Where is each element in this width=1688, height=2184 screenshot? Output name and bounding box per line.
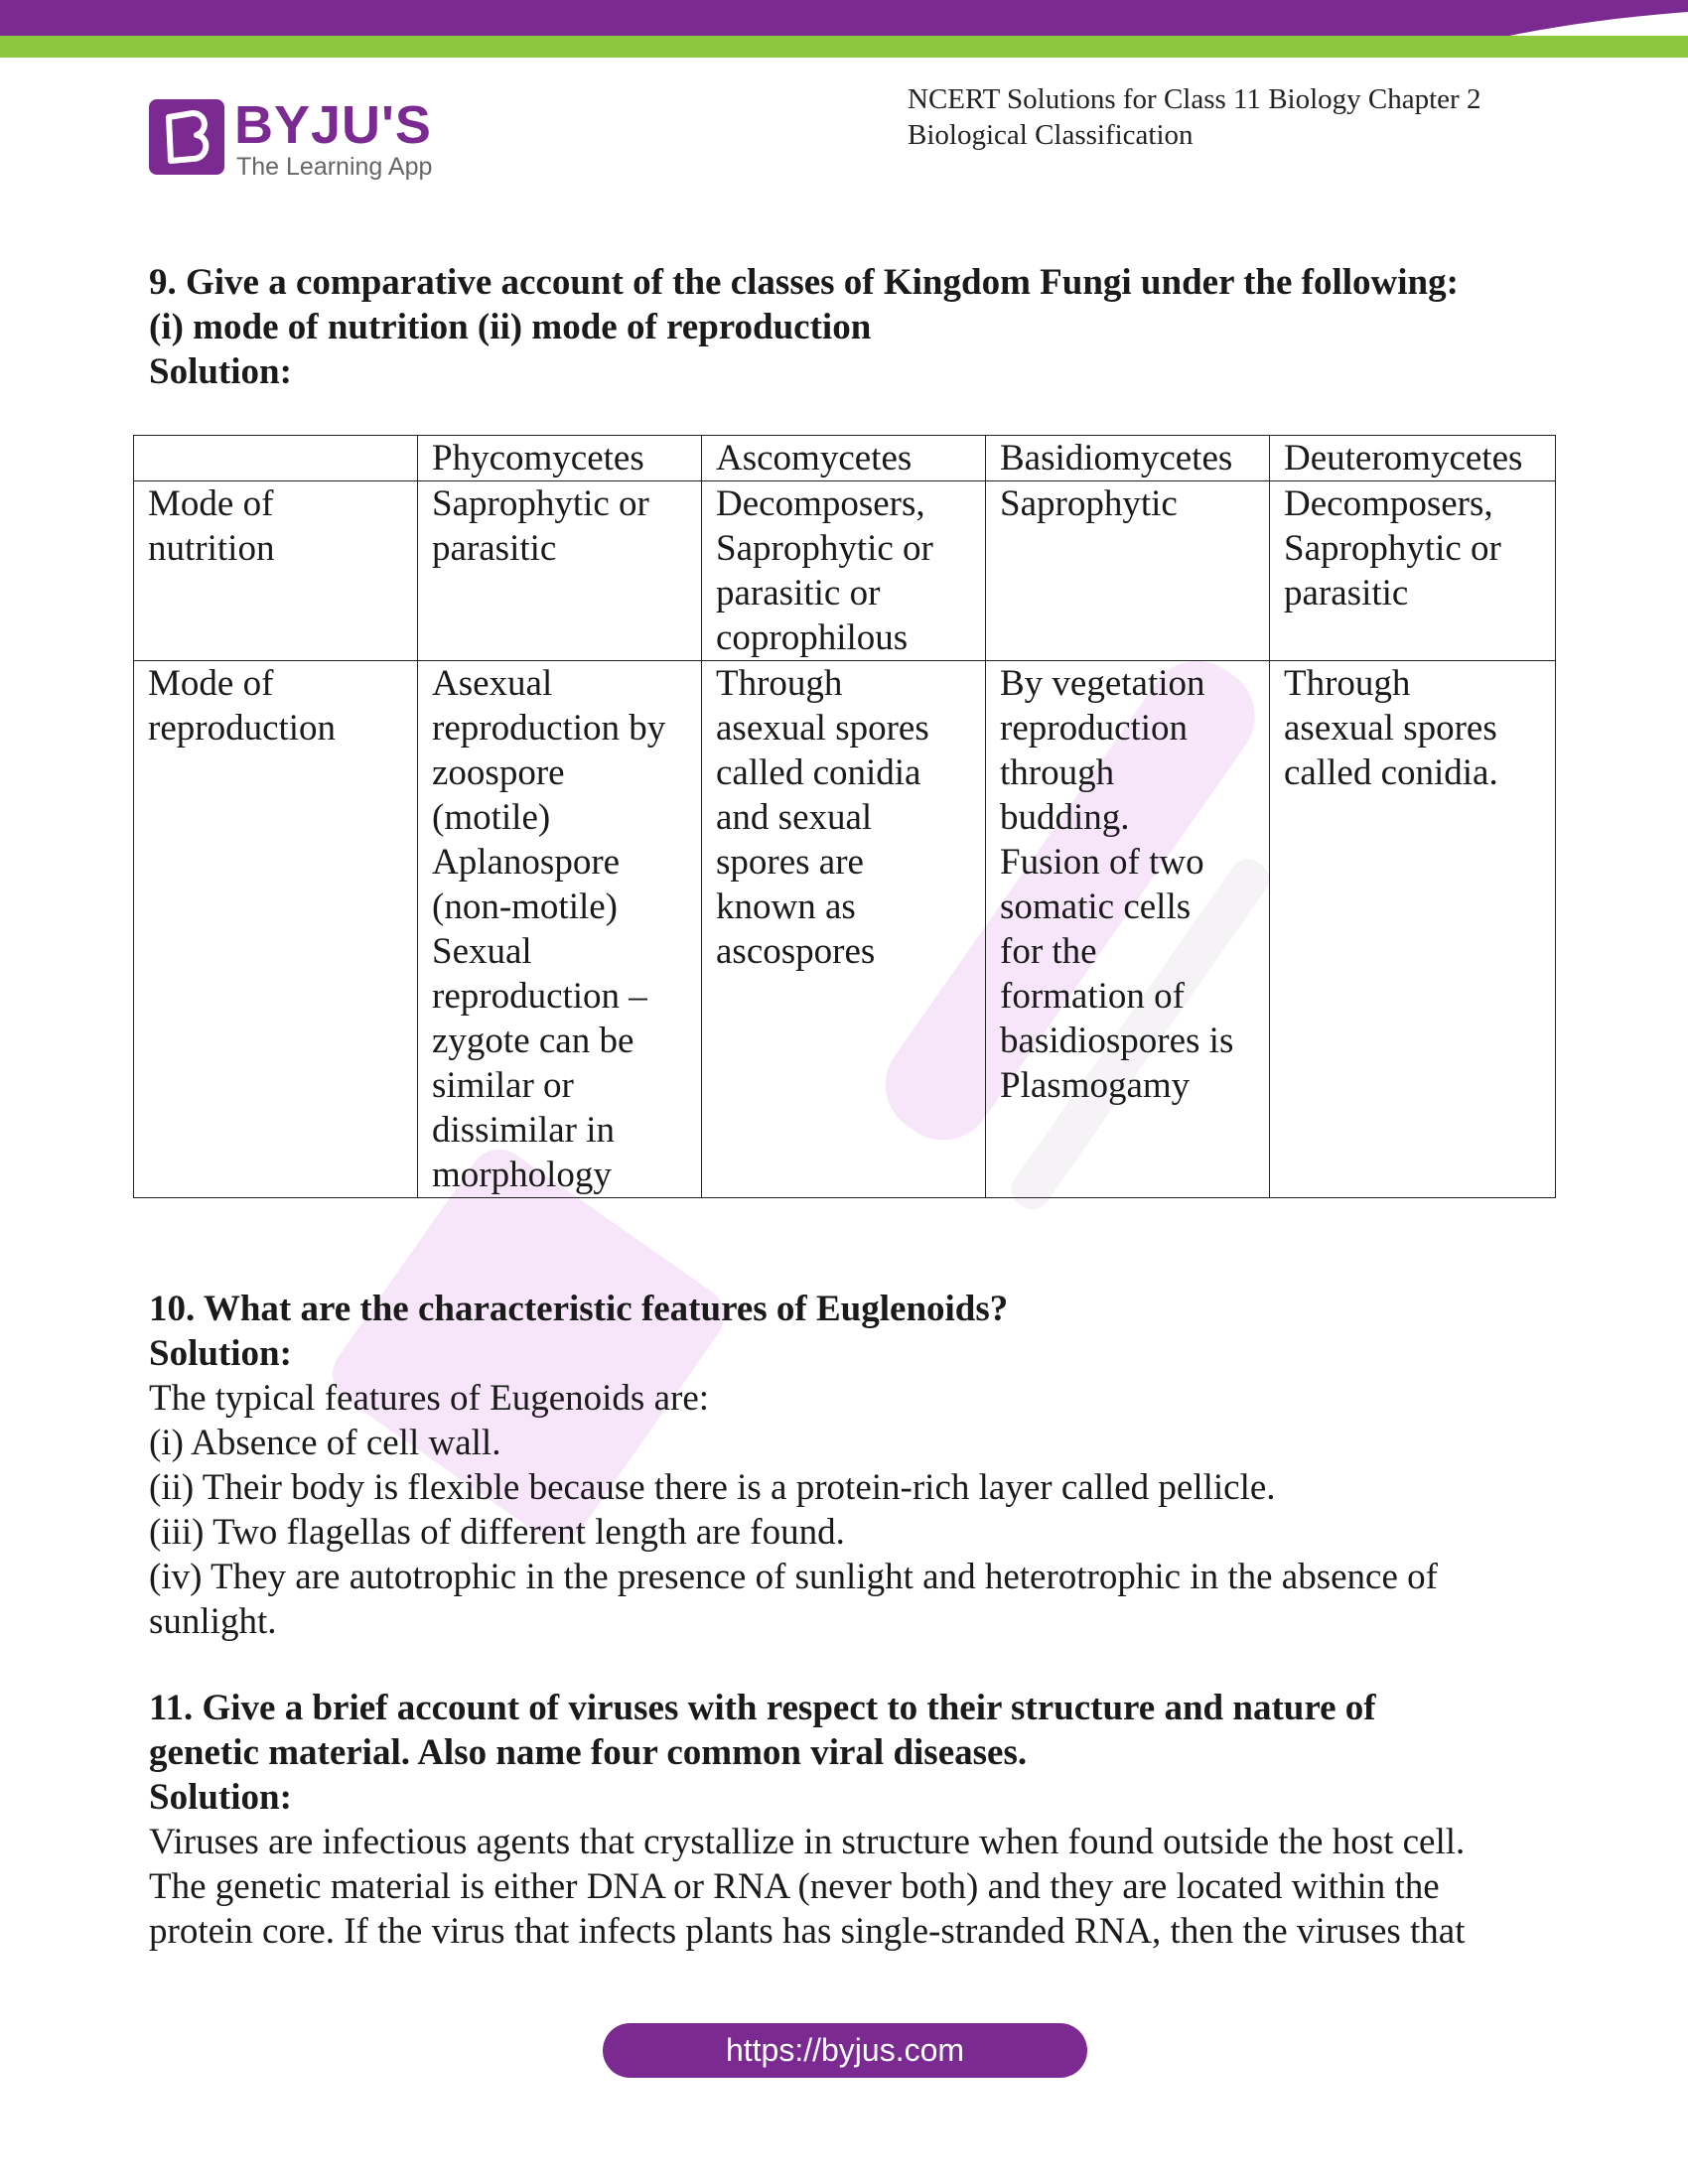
document-title-line1: NCERT Solutions for Class 11 Biology Chapter 2 bbox=[908, 83, 1481, 115]
table-header-row bbox=[134, 436, 1556, 481]
cell-line: By vegetation bbox=[1000, 663, 1205, 704]
byjus-logo bbox=[149, 95, 447, 185]
cell-line: Decomposers, bbox=[716, 483, 925, 524]
cell-line: reproduction bbox=[148, 708, 337, 749]
document-title bbox=[908, 81, 1543, 153]
list-item: (iv) They are autotrophic in the presence of sunlight and heterotrophic in the absence of bbox=[149, 1557, 1438, 1597]
cell-line: Saprophytic bbox=[1000, 483, 1178, 524]
cell-line: ascospores bbox=[716, 931, 876, 972]
list-item: (i) Absence of cell wall. bbox=[149, 1423, 501, 1463]
question-9-solution-label: Solution: bbox=[149, 351, 292, 392]
paragraph-line: Viruses are infectious agents that crystallize in structure when found outside the host cell. bbox=[149, 1822, 1466, 1862]
cell-line: zoospore bbox=[432, 752, 565, 793]
table-header-cell bbox=[134, 436, 418, 481]
cell-line: formation of bbox=[1000, 976, 1185, 1017]
cell-line: parasitic bbox=[1284, 573, 1409, 614]
cell-line: basidiospores is bbox=[1000, 1021, 1234, 1061]
question-9-section bbox=[149, 260, 1559, 394]
top-banner-green bbox=[0, 36, 1688, 58]
cell-line: known as bbox=[716, 887, 856, 927]
question-11-line1: 11. Give a brief account of viruses with respect to their structure and nature of bbox=[149, 1688, 1376, 1728]
paragraph-line: The genetic material is either DNA or RNA (never both) and they are located within the bbox=[149, 1866, 1440, 1907]
cell-line: spores are bbox=[716, 842, 864, 883]
cell-line: parasitic bbox=[432, 528, 557, 569]
table-cell bbox=[702, 661, 986, 1198]
table-cell bbox=[702, 481, 986, 661]
cell-line: coprophilous bbox=[716, 617, 909, 658]
cell-line: and sexual bbox=[716, 797, 873, 838]
cell-line: Saprophytic or bbox=[432, 483, 649, 524]
cell-line: Saprophytic or bbox=[1284, 528, 1501, 569]
table-cell bbox=[986, 661, 1270, 1198]
question-9-line1: 9. Give a comparative account of the classes of Kingdom Fungi under the following: bbox=[149, 262, 1459, 303]
fungi-comparison-table bbox=[133, 435, 1556, 1198]
logo-tagline: The Learning App bbox=[236, 153, 433, 181]
cell-line: zygote can be bbox=[432, 1021, 634, 1061]
question-11-section bbox=[149, 1686, 1559, 1954]
cell-line: somatic cells bbox=[1000, 887, 1192, 927]
table-cell bbox=[418, 481, 702, 661]
top-banner bbox=[0, 0, 1688, 60]
cell-line: called conidia bbox=[716, 752, 921, 793]
cell-line: similar or bbox=[432, 1065, 574, 1106]
question-10-intro: The typical features of Eugenoids are: bbox=[149, 1378, 710, 1419]
list-item: (iii) Two flagellas of different length are found. bbox=[149, 1512, 845, 1553]
table-row bbox=[134, 661, 1556, 1198]
list-item: sunlight. bbox=[149, 1601, 277, 1642]
table-row-label bbox=[134, 481, 418, 661]
cell-line: Plasmogamy bbox=[1000, 1065, 1191, 1106]
table-header-cell: Basidiomycetes bbox=[986, 436, 1270, 481]
table-cell bbox=[418, 661, 702, 1198]
logo-mark bbox=[149, 99, 224, 175]
cell-line: (non-motile) bbox=[432, 887, 619, 927]
cell-line: parasitic or bbox=[716, 573, 881, 614]
cell-line: Through bbox=[716, 663, 843, 704]
cell-line: Mode of bbox=[148, 663, 274, 704]
cell-line: Aplanospore bbox=[432, 842, 621, 883]
cell-line: Mode of bbox=[148, 483, 274, 524]
table-row bbox=[134, 481, 1556, 661]
cell-line: nutrition bbox=[148, 528, 275, 569]
cell-line: reproduction – bbox=[432, 976, 647, 1017]
table-header-cell: Ascomycetes bbox=[702, 436, 986, 481]
table-header-cell: Phycomycetes bbox=[418, 436, 702, 481]
question-10-solution-label: Solution: bbox=[149, 1333, 292, 1374]
table-cell bbox=[1270, 481, 1556, 661]
cell-line: reproduction by bbox=[432, 708, 666, 749]
table-cell bbox=[986, 481, 1270, 661]
cell-line: Sexual bbox=[432, 931, 532, 972]
table-row-label bbox=[134, 661, 418, 1198]
logo-b-icon bbox=[149, 99, 224, 175]
logo-name: BYJU'S bbox=[234, 95, 432, 155]
cell-line: dissimilar in bbox=[432, 1110, 615, 1151]
cell-line: asexual spores bbox=[1284, 708, 1497, 749]
cell-line: called conidia. bbox=[1284, 752, 1498, 793]
question-11-line2: genetic material. Also name four common viral diseases. bbox=[149, 1732, 1028, 1773]
cell-line: budding. bbox=[1000, 797, 1130, 838]
cell-line: Saprophytic or bbox=[716, 528, 933, 569]
cell-line: asexual spores bbox=[716, 708, 929, 749]
table-header-cell: Deuteromycetes bbox=[1270, 436, 1556, 481]
top-banner-purple bbox=[0, 0, 1688, 36]
cell-line: (motile) bbox=[432, 797, 551, 838]
cell-line: morphology bbox=[432, 1155, 612, 1195]
question-9-line2: (i) mode of nutrition (ii) mode of reproduction bbox=[149, 307, 872, 347]
document-title-line2: Biological Classification bbox=[908, 119, 1194, 151]
table-cell bbox=[1270, 661, 1556, 1198]
footer-url-link[interactable]: https://byjus.com bbox=[603, 2023, 1087, 2078]
question-11-solution-label: Solution: bbox=[149, 1777, 292, 1818]
cell-line: for the bbox=[1000, 931, 1097, 972]
cell-line: Fusion of two bbox=[1000, 842, 1204, 883]
paragraph-line: protein core. If the virus that infects plants has single-stranded RNA, then the viruses that bbox=[149, 1911, 1466, 1952]
cell-line: through bbox=[1000, 752, 1115, 793]
cell-line: Asexual bbox=[432, 663, 553, 704]
cell-line: Decomposers, bbox=[1284, 483, 1493, 524]
question-10-title: 10. What are the characteristic features of Euglenoids? bbox=[149, 1289, 1009, 1329]
cell-line: reproduction bbox=[1000, 708, 1189, 749]
list-item: (ii) Their body is flexible because there is a protein-rich layer called pellicle. bbox=[149, 1467, 1276, 1508]
cell-line: Through bbox=[1284, 663, 1411, 704]
question-10-section bbox=[149, 1287, 1559, 1644]
